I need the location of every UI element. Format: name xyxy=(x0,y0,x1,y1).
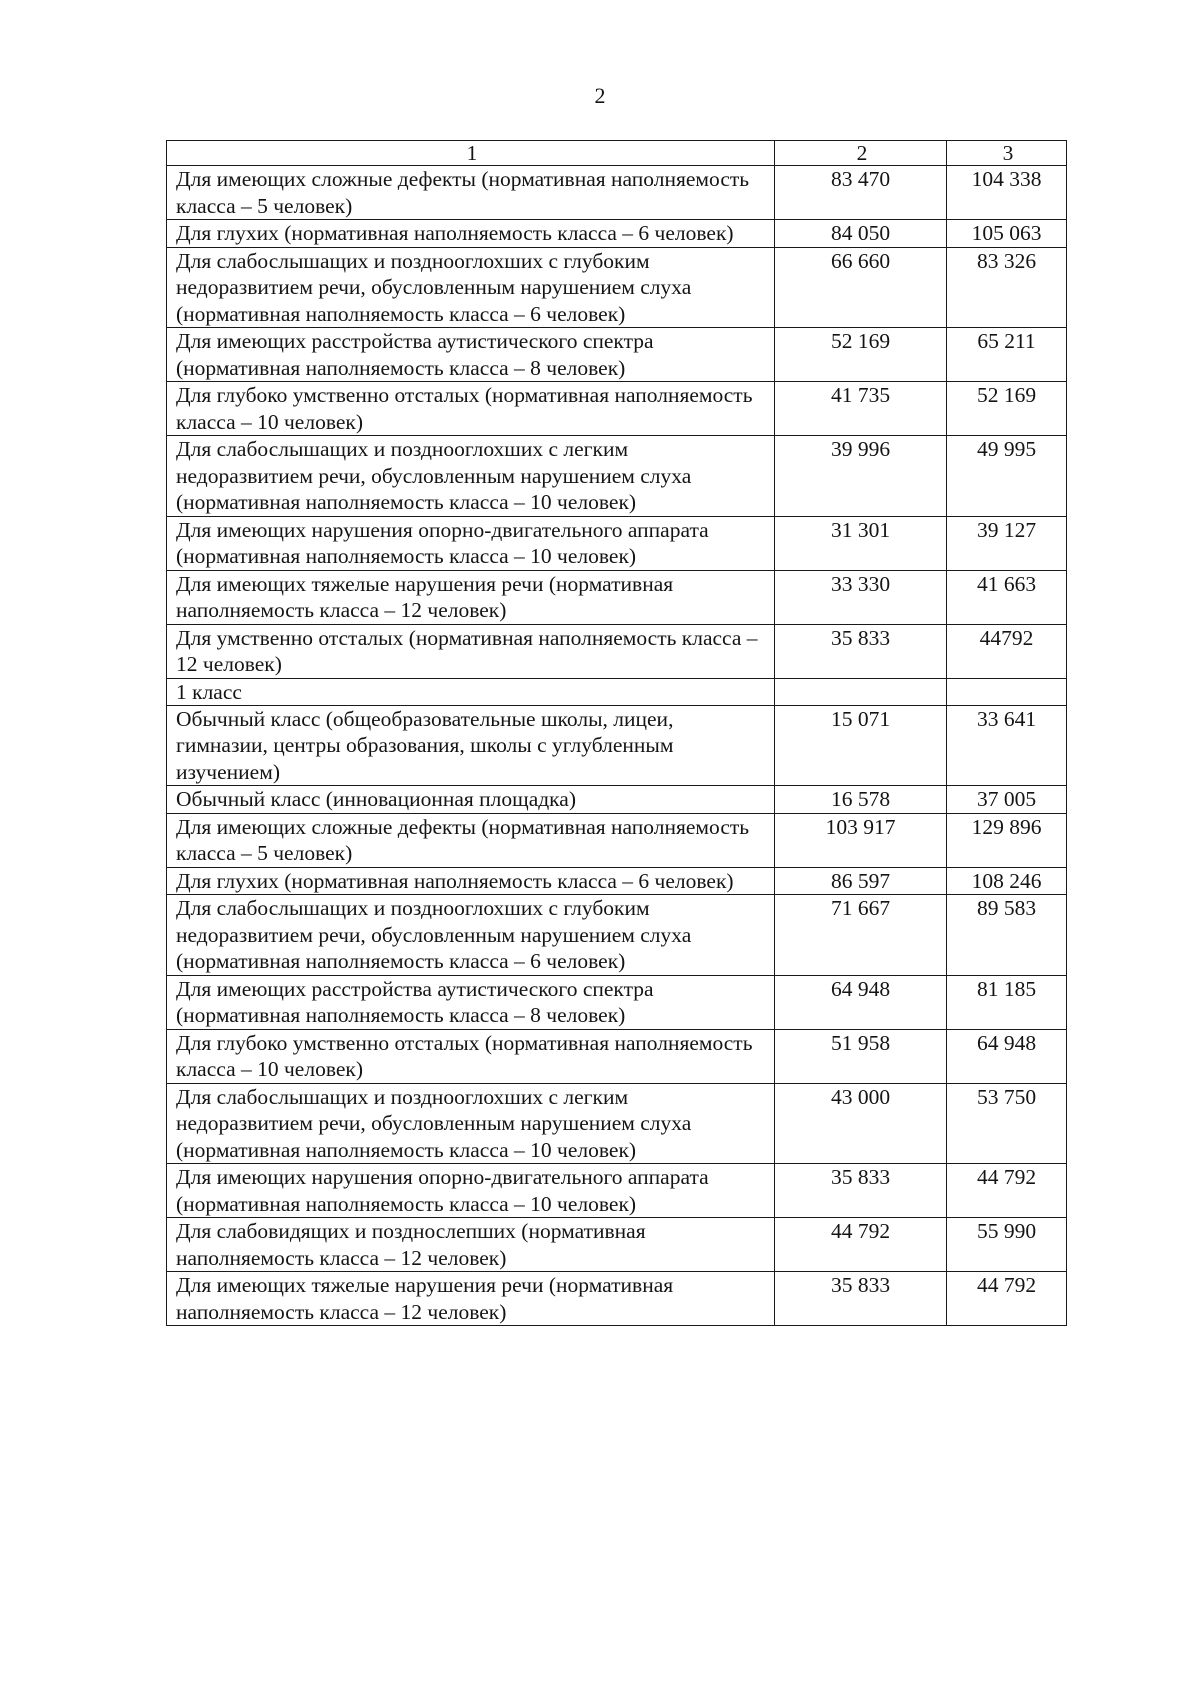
row-value-col2: 39 996 xyxy=(775,436,947,517)
row-value-col3: 104 338 xyxy=(947,166,1067,220)
table-row xyxy=(167,1083,1067,1164)
row-label: Для имеющих расстройства аутистического спектра (нормативная наполняемость класса – 8 человек) xyxy=(167,975,775,1029)
row-value-col2: 35 833 xyxy=(775,624,947,678)
row-value-col2: 64 948 xyxy=(775,975,947,1029)
row-label: Для имеющих расстройства аутистического спектра (нормативная наполняемость класса – 8 человек) xyxy=(167,328,775,382)
table-row xyxy=(167,624,1067,678)
row-value-col3: 64 948 xyxy=(947,1029,1067,1083)
table-row xyxy=(167,382,1067,436)
table-row xyxy=(167,247,1067,328)
row-label: Для умственно отсталых (нормативная наполняемость класса – 12 человек) xyxy=(167,624,775,678)
row-value-col3: 44 792 xyxy=(947,1272,1067,1326)
table-row xyxy=(167,220,1067,248)
row-value-col3: 55 990 xyxy=(947,1218,1067,1272)
row-value-col3: 33 641 xyxy=(947,705,1067,786)
row-value-col2: 103 917 xyxy=(775,813,947,867)
row-value-col3: 65 211 xyxy=(947,328,1067,382)
row-value-col2: 35 833 xyxy=(775,1272,947,1326)
row-value-col3: 53 750 xyxy=(947,1083,1067,1164)
column-header-1: 1 xyxy=(167,141,775,166)
row-value-col3: 39 127 xyxy=(947,516,1067,570)
row-label: Обычный класс (инновационная площадка) xyxy=(167,786,775,814)
row-value-col2: 66 660 xyxy=(775,247,947,328)
row-value-col2: 52 169 xyxy=(775,328,947,382)
row-label: Для слабослышащих и позднооглохших с глубоким недоразвитием речи, обусловленным нарушением слуха (нормативная наполняемость класса – 6 человек) xyxy=(167,895,775,976)
row-label: Для имеющих сложные дефекты (нормативная наполняемость класса – 5 человек) xyxy=(167,813,775,867)
row-value-col3 xyxy=(947,678,1067,705)
table-row xyxy=(167,1218,1067,1272)
row-value-col2: 33 330 xyxy=(775,570,947,624)
row-label: Для глубоко умственно отсталых (нормативная наполняемость класса – 10 человек) xyxy=(167,1029,775,1083)
table-row xyxy=(167,867,1067,895)
row-value-col2: 83 470 xyxy=(775,166,947,220)
row-value-col2: 51 958 xyxy=(775,1029,947,1083)
row-value-col2: 86 597 xyxy=(775,867,947,895)
row-value-col3: 44 792 xyxy=(947,1164,1067,1218)
row-value-col2: 44 792 xyxy=(775,1218,947,1272)
row-value-col3: 108 246 xyxy=(947,867,1067,895)
row-value-col2: 71 667 xyxy=(775,895,947,976)
table-row xyxy=(167,1029,1067,1083)
row-label: Для имеющих нарушения опорно-двигательного аппарата (нормативная наполняемость класса – 10 человек) xyxy=(167,516,775,570)
table-row xyxy=(167,436,1067,517)
row-label: Для слабослышащих и позднооглохших с легким недоразвитием речи, обусловленным нарушением слуха (нормативная наполняемость класса – 10 человек) xyxy=(167,1083,775,1164)
row-value-col3: 83 326 xyxy=(947,247,1067,328)
section-row xyxy=(167,678,1067,705)
row-value-col3: 129 896 xyxy=(947,813,1067,867)
row-label: Для слабослышащих и позднооглохших с глубоким недоразвитием речи, обусловленным нарушением слуха (нормативная наполняемость класса – 6 человек) xyxy=(167,247,775,328)
table-row xyxy=(167,975,1067,1029)
tariff-table xyxy=(166,140,1067,1326)
row-label: Для глухих (нормативная наполняемость класса – 6 человек) xyxy=(167,220,775,248)
row-value-col2: 41 735 xyxy=(775,382,947,436)
page-number: 2 xyxy=(594,83,606,108)
row-label: Для имеющих тяжелые нарушения речи (нормативная наполняемость класса – 12 человек) xyxy=(167,1272,775,1326)
table-row xyxy=(167,895,1067,976)
row-label: Для слабовидящих и позднослепших (нормативная наполняемость класса – 12 человек) xyxy=(167,1218,775,1272)
table-row xyxy=(167,813,1067,867)
table-row xyxy=(167,166,1067,220)
row-value-col3: 89 583 xyxy=(947,895,1067,976)
row-value-col2: 16 578 xyxy=(775,786,947,814)
table-header-row xyxy=(167,141,1067,166)
table-row xyxy=(167,786,1067,814)
row-value-col3: 49 995 xyxy=(947,436,1067,517)
row-value-col3: 44792 xyxy=(947,624,1067,678)
row-label: Обычный класс (общеобразовательные школы, лицеи, гимназии, центры образования, школы с углубленным изучением) xyxy=(167,705,775,786)
row-value-col2: 15 071 xyxy=(775,705,947,786)
row-value-col2 xyxy=(775,678,947,705)
column-header-3: 3 xyxy=(947,141,1067,166)
row-label: Для имеющих нарушения опорно-двигательного аппарата (нормативная наполняемость класса – 10 человек) xyxy=(167,1164,775,1218)
row-value-col2: 84 050 xyxy=(775,220,947,248)
row-label: Для имеющих сложные дефекты (нормативная наполняемость класса – 5 человек) xyxy=(167,166,775,220)
table-row xyxy=(167,705,1067,786)
row-label: Для имеющих тяжелые нарушения речи (нормативная наполняемость класса – 12 человек) xyxy=(167,570,775,624)
row-value-col3: 52 169 xyxy=(947,382,1067,436)
row-label: Для глубоко умственно отсталых (нормативная наполняемость класса – 10 человек) xyxy=(167,382,775,436)
table-row xyxy=(167,1272,1067,1326)
row-value-col2: 35 833 xyxy=(775,1164,947,1218)
row-value-col3: 41 663 xyxy=(947,570,1067,624)
table-row xyxy=(167,328,1067,382)
row-value-col3: 81 185 xyxy=(947,975,1067,1029)
table-row xyxy=(167,570,1067,624)
table-row xyxy=(167,516,1067,570)
row-label: Для глухих (нормативная наполняемость класса – 6 человек) xyxy=(167,867,775,895)
table-row xyxy=(167,1164,1067,1218)
row-value-col3: 105 063 xyxy=(947,220,1067,248)
column-header-2: 2 xyxy=(775,141,947,166)
row-label: Для слабослышащих и позднооглохших с легким недоразвитием речи, обусловленным нарушением слуха (нормативная наполняемость класса – 10 человек) xyxy=(167,436,775,517)
row-value-col3: 37 005 xyxy=(947,786,1067,814)
row-value-col2: 31 301 xyxy=(775,516,947,570)
section-label: 1 класс xyxy=(167,678,775,705)
row-value-col2: 43 000 xyxy=(775,1083,947,1164)
